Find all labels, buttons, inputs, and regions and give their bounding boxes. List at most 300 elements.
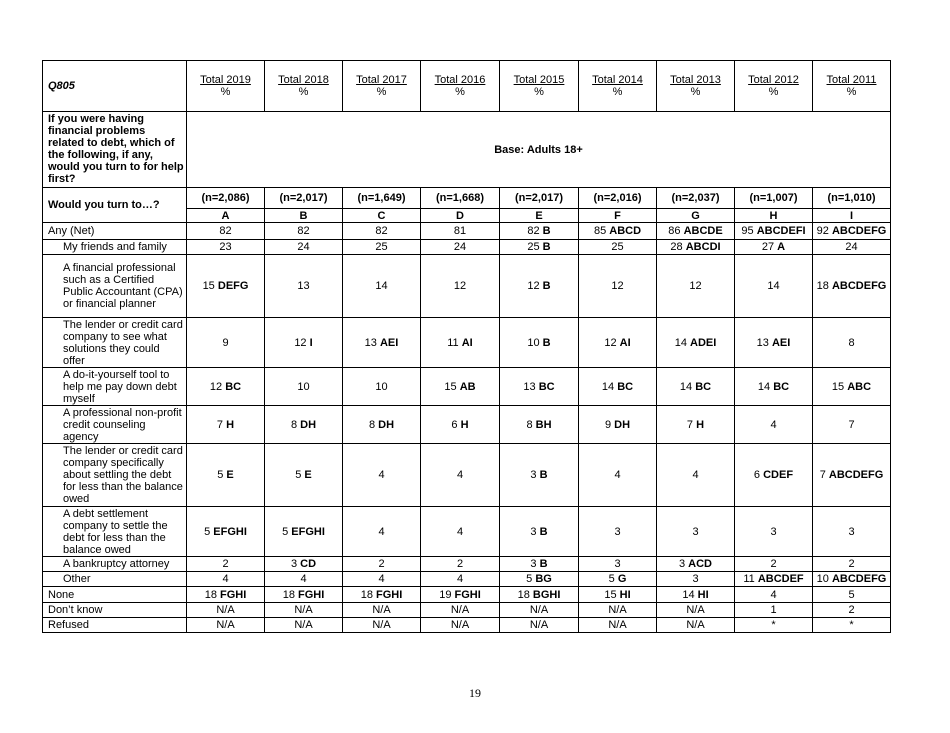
column-header-unit: % [455, 86, 465, 98]
table-cell [579, 572, 657, 587]
column-header-label: Total 2014 [592, 74, 643, 86]
cell-value: 24 [297, 241, 310, 253]
column-letter: I [813, 209, 891, 223]
column-header [343, 61, 421, 112]
significance-letters: ABCDEFI [756, 225, 806, 237]
cell-value: 14 [601, 380, 615, 393]
table-row [43, 618, 891, 633]
significance-letters: ABCDI [685, 241, 721, 253]
table-cell [343, 444, 421, 507]
significance-letters: BG [535, 573, 552, 585]
table-row [43, 587, 891, 603]
significance-letters: E [226, 469, 234, 481]
cell-value: 6 [753, 469, 761, 481]
cell-value: N/A [608, 604, 627, 616]
cell-value: 14 [674, 336, 687, 349]
column-header-label: Total 2012 [748, 74, 799, 86]
column-letter: D [421, 209, 500, 223]
table-row [43, 603, 891, 618]
cell-value: 82 [375, 225, 388, 237]
column-header [657, 61, 735, 112]
cell-value: 3 [678, 558, 686, 570]
column-header-label: Total 2016 [434, 74, 486, 86]
table-cell [735, 223, 813, 240]
table-cell [500, 318, 579, 368]
significance-letters: EFGHI [213, 525, 247, 538]
table-cell [657, 318, 735, 368]
cell-value: 5 [282, 525, 289, 538]
table-cell [579, 368, 657, 406]
significance-letters: ABCDEF [757, 573, 804, 585]
cell-value: 3 [530, 558, 537, 570]
cell-value: 8 [848, 336, 855, 349]
table-cell [421, 572, 500, 587]
table-cell [265, 587, 343, 603]
significance-letters: ABCDE [683, 225, 723, 237]
significance-letters: A [777, 241, 786, 253]
table-cell [343, 223, 421, 240]
significance-letters: ADEI [690, 336, 717, 349]
cell-value: 14 [767, 280, 780, 292]
row-label: A bankruptcy attorney [43, 557, 187, 572]
cell-value: N/A [216, 619, 235, 631]
cell-value: 8 [290, 418, 298, 431]
significance-letters: ABC [847, 380, 872, 393]
table-cell [735, 557, 813, 572]
significance-letters: ABCD [609, 225, 642, 237]
significance-letters: AI [619, 336, 631, 349]
table-cell [735, 444, 813, 507]
cell-value: 4 [456, 525, 464, 538]
significance-letters: E [304, 469, 312, 481]
table-cell [735, 587, 813, 603]
table-cell [421, 618, 500, 633]
cell-value: 9 [222, 336, 229, 349]
significance-letters: HI [619, 588, 631, 601]
cell-value: 25 [375, 241, 388, 253]
cell-value: 82 [527, 225, 540, 237]
cell-value: 18 [282, 588, 295, 601]
cell-value: 82 [219, 225, 232, 237]
table-cell [421, 255, 500, 318]
cell-value: 3 [848, 525, 855, 538]
table-cell [813, 240, 891, 255]
cell-value: 15 [831, 380, 845, 393]
cell-value: 25 [527, 241, 540, 253]
table-cell [187, 406, 265, 444]
cell-value: 2 [456, 558, 464, 570]
table-cell [343, 318, 421, 368]
significance-letters: B [539, 469, 548, 481]
column-header [735, 61, 813, 112]
table-cell [813, 444, 891, 507]
cell-value: 7 [819, 469, 826, 481]
table-cell [579, 587, 657, 603]
cell-value: 4 [456, 469, 464, 481]
table-cell [813, 572, 891, 587]
cell-value: 4 [378, 573, 385, 585]
table-cell [343, 587, 421, 603]
table-cell [265, 368, 343, 406]
table-cell [187, 603, 265, 618]
cell-value: 3 [692, 573, 699, 585]
cell-value: 7 [216, 418, 224, 431]
table-cell [265, 557, 343, 572]
cell-value: 4 [614, 469, 621, 481]
table-cell [579, 406, 657, 444]
cell-value: * [849, 619, 854, 631]
table-cell [735, 406, 813, 444]
table-row [43, 255, 891, 318]
table-cell [657, 587, 735, 603]
cell-value: 3 [614, 525, 621, 538]
table-cell [500, 255, 579, 318]
table-row [43, 572, 891, 587]
table-cell [657, 406, 735, 444]
table-cell [421, 444, 500, 507]
significance-letters: DEFG [217, 280, 249, 292]
column-header [579, 61, 657, 112]
cell-value: 8 [526, 418, 533, 431]
cell-value: 14 [682, 588, 695, 601]
cell-value: 86 [668, 225, 681, 237]
cell-value: 5 [608, 573, 615, 585]
cell-value: 14 [757, 380, 771, 393]
column-letter: F [579, 209, 657, 223]
question-row [43, 112, 891, 188]
table-cell [500, 557, 579, 572]
cell-value: 13 [297, 280, 310, 292]
significance-letters: AI [461, 336, 473, 349]
cell-value: 2 [222, 558, 229, 570]
significance-letters: FGHI [454, 588, 481, 601]
significance-letters: H [696, 418, 705, 431]
sample-size: (n=2,016) [579, 188, 657, 209]
table-cell [421, 406, 500, 444]
table-cell [187, 572, 265, 587]
table-cell [735, 572, 813, 587]
row-label: A debt settlement company to settle the debt for less than the balance owed [43, 507, 187, 557]
cell-value: N/A [450, 604, 470, 616]
cell-value: N/A [529, 604, 549, 616]
significance-letters: FGHI [376, 588, 403, 601]
cell-value: 23 [219, 241, 232, 253]
significance-letters: EFGHI [291, 525, 325, 538]
cell-value: 3 [530, 525, 537, 538]
cell-value: N/A [294, 604, 313, 616]
cell-value: 14 [679, 380, 693, 393]
significance-letters: G [617, 573, 627, 585]
cell-value: 9 [604, 418, 612, 431]
cell-value: 27 [761, 241, 775, 253]
cell-value: N/A [372, 619, 391, 631]
cell-value: 5 [848, 588, 855, 601]
table-cell [421, 318, 500, 368]
table-cell [265, 603, 343, 618]
table-cell [343, 603, 421, 618]
row-label: My friends and family [43, 240, 187, 255]
cell-value: N/A [294, 619, 313, 631]
table-cell [735, 368, 813, 406]
row-label: The lender or credit card company specifically about settling the debt for less than the balance owed [43, 444, 187, 507]
column-letter: A [187, 209, 265, 223]
table-cell [343, 572, 421, 587]
cell-value: 13 [756, 336, 769, 349]
table-cell [735, 318, 813, 368]
table-cell [343, 368, 421, 406]
column-header-label: Total 2015 [513, 74, 565, 86]
sub-question: Would you turn to…? [43, 188, 187, 223]
cell-value: 19 [439, 588, 452, 601]
cell-value: 5 [526, 573, 533, 585]
cell-value: * [771, 619, 776, 631]
column-header-label: Total 2018 [278, 74, 329, 86]
cell-value: N/A [686, 619, 705, 631]
column-header-label: Total 2011 [826, 74, 877, 86]
row-label: A professional non-profit credit counseling agency [43, 406, 187, 444]
table-cell [657, 368, 735, 406]
table-cell [735, 255, 813, 318]
cell-value: 13 [523, 380, 536, 393]
cell-value: 95 [741, 225, 754, 237]
cell-value: 4 [222, 573, 229, 585]
table-cell [813, 223, 891, 240]
table-cell [343, 255, 421, 318]
cell-value: 6 [451, 418, 458, 431]
column-header-unit: % [376, 86, 387, 98]
base-text: Base: Adults 18+ [187, 112, 891, 188]
column-letter: G [657, 209, 735, 223]
table-cell [735, 603, 813, 618]
significance-letters: B [542, 241, 551, 253]
significance-letters: I [309, 336, 313, 349]
column-letter: C [343, 209, 421, 223]
table-cell [500, 406, 579, 444]
table-cell [735, 618, 813, 633]
significance-letters: DH [614, 418, 631, 431]
table-cell [579, 507, 657, 557]
sample-size: (n=1,649) [343, 188, 421, 209]
table-cell [813, 507, 891, 557]
significance-letters: BH [535, 418, 552, 431]
table-row [43, 444, 891, 507]
page-number: 19 [469, 686, 481, 700]
significance-letters: HI [697, 588, 709, 601]
cell-value: 4 [378, 525, 385, 538]
significance-letters: H [460, 418, 469, 431]
table-cell [421, 557, 500, 572]
cell-value: 24 [845, 241, 858, 253]
row-label: None [43, 587, 187, 603]
table-cell [735, 507, 813, 557]
table-cell [500, 587, 579, 603]
table-cell [421, 223, 500, 240]
significance-letters: CDEF [763, 469, 794, 481]
column-header-label: Total 2013 [670, 74, 721, 86]
cell-value: 10 [816, 573, 829, 585]
significance-letters: B [539, 558, 548, 570]
cell-value: 15 [202, 280, 215, 292]
cell-value: 85 [593, 225, 607, 237]
cell-value: 12 [611, 280, 624, 292]
cell-value: 18 [816, 280, 829, 292]
cell-value: 4 [456, 573, 464, 585]
column-header [813, 61, 891, 112]
table-cell [813, 557, 891, 572]
cell-value: N/A [529, 619, 549, 631]
table-row [43, 507, 891, 557]
results-table [42, 60, 891, 633]
table-cell [187, 557, 265, 572]
table-cell [657, 444, 735, 507]
significance-letters: BGHI [532, 588, 561, 601]
table-cell [187, 618, 265, 633]
significance-letters: B [539, 525, 548, 538]
table-cell [500, 368, 579, 406]
cell-value: 15 [604, 588, 617, 601]
table-cell [813, 618, 891, 633]
cell-value: 4 [770, 588, 777, 601]
table-cell [187, 587, 265, 603]
column-header-unit: % [220, 86, 231, 98]
table-cell [187, 318, 265, 368]
significance-letters: DH [378, 418, 395, 431]
column-header-unit: % [534, 86, 544, 98]
table-cell [657, 557, 735, 572]
significance-letters: AEI [379, 336, 399, 349]
table-cell [579, 444, 657, 507]
table-cell [500, 507, 579, 557]
table-cell [421, 603, 500, 618]
table-cell [657, 603, 735, 618]
table-cell [579, 618, 657, 633]
cell-value: 3 [530, 469, 537, 481]
table-row [43, 557, 891, 572]
sample-size: (n=1,668) [421, 188, 500, 209]
table-cell [421, 240, 500, 255]
row-label: Don’t know [43, 603, 187, 618]
cell-value: 3 [692, 525, 699, 538]
significance-letters: BC [538, 380, 555, 393]
table-cell [187, 507, 265, 557]
significance-letters: AEI [771, 336, 791, 349]
column-header-label: Total 2017 [356, 74, 407, 86]
cell-value: 28 [670, 241, 683, 253]
table-cell [813, 255, 891, 318]
cell-value: 12 [453, 280, 467, 292]
column-header [500, 61, 579, 112]
table-cell [343, 406, 421, 444]
table-cell [265, 318, 343, 368]
cell-value: 15 [444, 380, 457, 393]
table-row [43, 318, 891, 368]
table-cell [421, 507, 500, 557]
sample-size: (n=1,010) [813, 188, 891, 209]
table-cell [813, 603, 891, 618]
table-cell [500, 444, 579, 507]
column-letter: H [735, 209, 813, 223]
row-label: Other [43, 572, 187, 587]
table-cell [265, 507, 343, 557]
cell-value: N/A [686, 604, 705, 616]
table-cell [579, 255, 657, 318]
cell-value: 4 [692, 469, 699, 481]
table-body [43, 61, 891, 633]
table-cell [579, 240, 657, 255]
significance-letters: H [226, 418, 235, 431]
row-label: Any (Net) [43, 223, 187, 240]
cell-value: 4 [300, 573, 307, 585]
cell-value: 12 [209, 380, 223, 393]
cell-value: 4 [770, 418, 777, 431]
table-cell [657, 255, 735, 318]
cell-value: 3 [770, 525, 777, 538]
row-label: Refused [43, 618, 187, 633]
significance-letters: B [542, 225, 551, 237]
significance-letters: DH [300, 418, 317, 431]
column-letter: E [500, 209, 579, 223]
column-header-label: Total 2019 [200, 74, 251, 86]
table-cell [187, 223, 265, 240]
table-cell [500, 572, 579, 587]
cell-value: N/A [372, 604, 391, 616]
significance-letters: BC [617, 380, 634, 393]
table-cell [265, 240, 343, 255]
cell-value: 82 [297, 225, 310, 237]
cell-value: 25 [611, 241, 624, 253]
column-header [265, 61, 343, 112]
row-label: A do-it-yourself tool to help me pay down debt myself [43, 368, 187, 406]
significance-letters: ABCDEFG [831, 225, 887, 237]
cell-value: 4 [378, 469, 385, 481]
significance-letters: ABCDEFG [828, 469, 884, 481]
cell-value: 13 [364, 336, 377, 349]
table-cell [500, 223, 579, 240]
table-cell [813, 368, 891, 406]
cell-value: 11 [447, 336, 459, 349]
significance-letters: BC [695, 380, 712, 393]
cell-value: 10 [527, 336, 540, 349]
column-header-unit: % [768, 86, 779, 98]
table-cell [657, 240, 735, 255]
header-row [43, 61, 891, 112]
column-header [421, 61, 500, 112]
table-cell [500, 618, 579, 633]
column-header-unit: % [846, 86, 857, 98]
sample-size: (n=2,017) [265, 188, 343, 209]
cell-value: 2 [770, 558, 777, 570]
cell-value: 12 [689, 280, 702, 292]
cell-value: 14 [375, 280, 388, 292]
significance-letters: AB [459, 380, 476, 393]
significance-letters: CD [300, 558, 317, 570]
cell-value: N/A [450, 619, 470, 631]
table-cell [657, 618, 735, 633]
table-cell [343, 240, 421, 255]
sample-size: (n=2,017) [500, 188, 579, 209]
table-cell [500, 603, 579, 618]
cell-value: 24 [453, 241, 467, 253]
row-label: The lender or credit card company to see what solutions they could offer [43, 318, 187, 368]
significance-letters: B [542, 280, 551, 292]
significance-letters: ACD [688, 558, 713, 570]
column-letter: B [265, 209, 343, 223]
cell-value: 1 [770, 604, 777, 616]
row-label: A financial professional such as a Certified Public Accountant (CPA) or financial planner [43, 255, 187, 318]
table-cell [265, 255, 343, 318]
table-cell [500, 240, 579, 255]
column-header-unit: % [298, 86, 309, 98]
